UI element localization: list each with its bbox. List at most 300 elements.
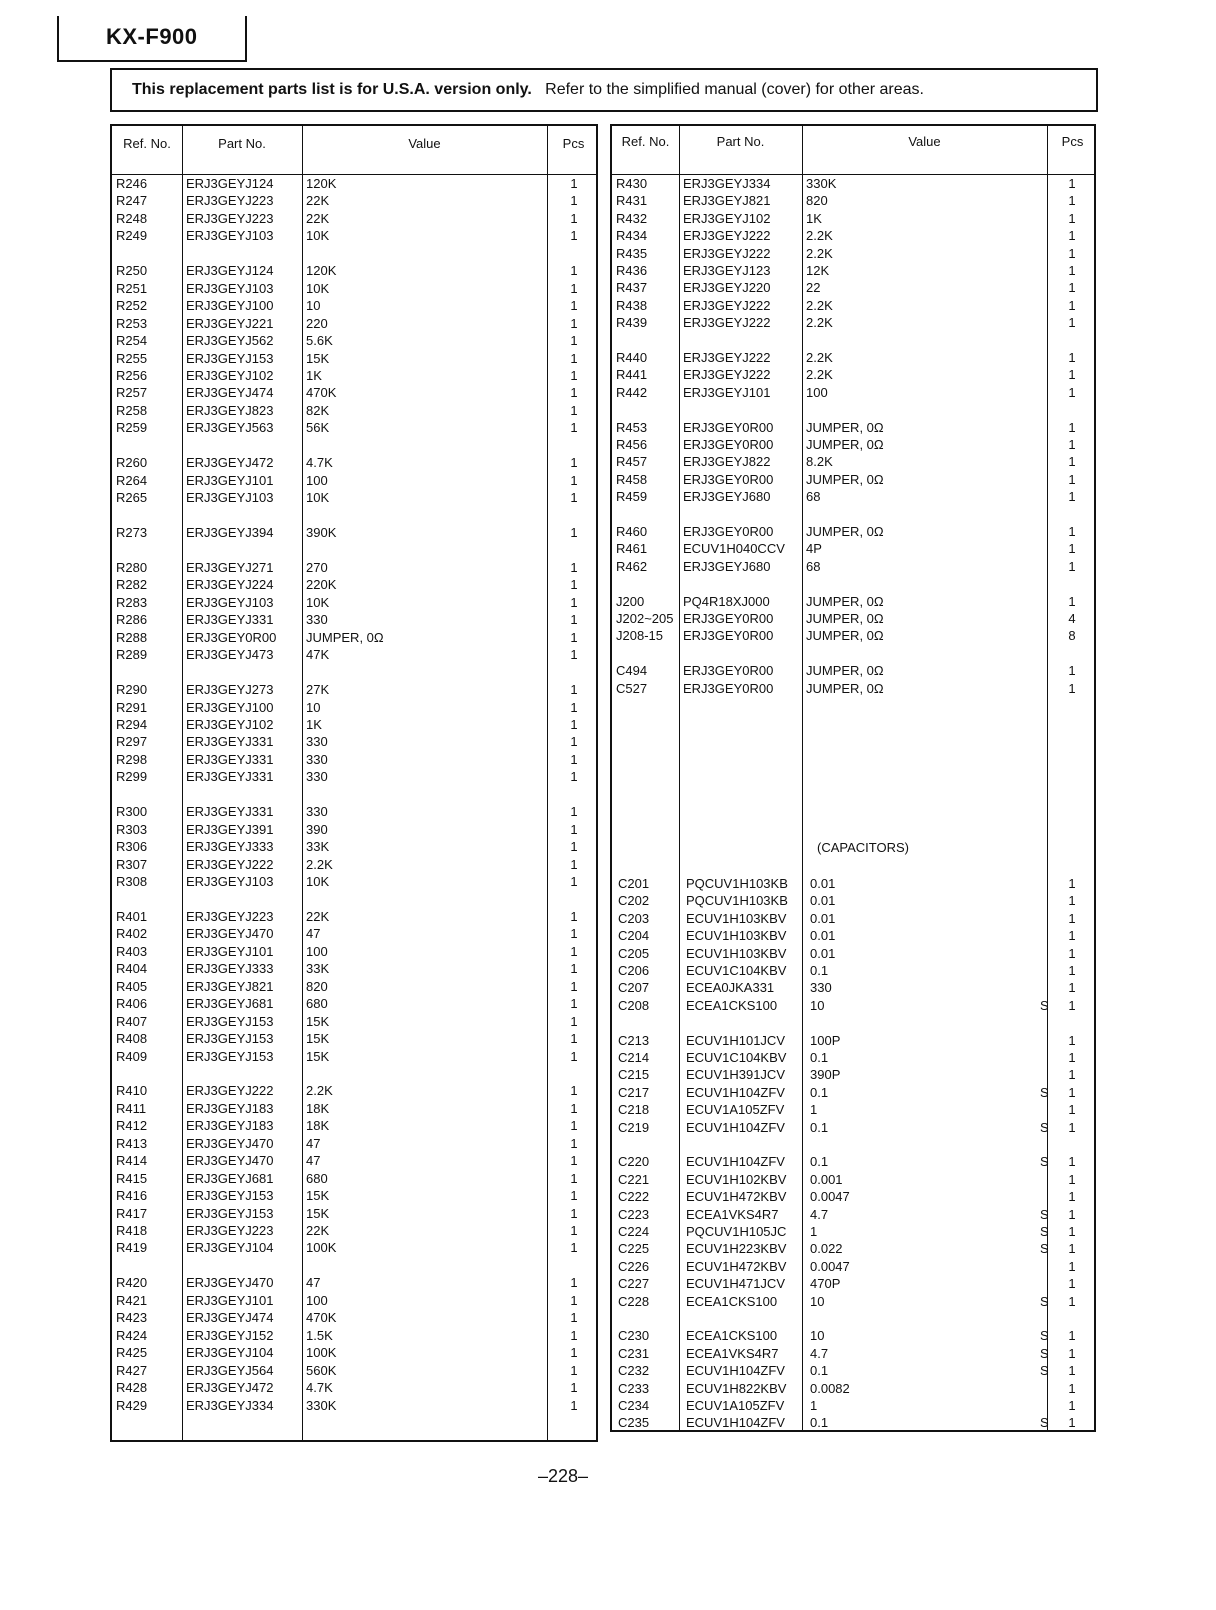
ref-no: J200: [616, 593, 645, 609]
part-no: ECUV1H103KBV: [686, 910, 787, 926]
ref-no: R425: [116, 1345, 148, 1361]
value: 10: [810, 997, 825, 1013]
ref-no: C228: [618, 1293, 650, 1309]
part-no: ERJ3GEY0R00: [683, 437, 774, 452]
pcs: 1: [570, 1188, 578, 1204]
value: 22: [806, 280, 821, 296]
value: 330K: [306, 1397, 337, 1413]
ref-no: C201: [618, 876, 650, 891]
ref-no: R430: [616, 176, 648, 191]
value: 47: [306, 926, 321, 942]
pcs: 1: [1068, 1119, 1076, 1135]
pcs: 1: [570, 1048, 578, 1064]
part-no: ECUV1H103KBV: [686, 928, 787, 944]
ref-no: R419: [116, 1240, 148, 1256]
part-no: ERJ3GEYJ331: [186, 612, 274, 628]
pcs: 1: [1068, 1050, 1076, 1065]
value: 0.1: [810, 1050, 829, 1065]
part-no: ERJ3GEY0R00: [683, 524, 774, 539]
value: 100: [306, 943, 328, 959]
value: 4P: [806, 541, 822, 557]
ref-no: C214: [618, 1050, 650, 1065]
ref-no: C208: [618, 997, 650, 1013]
ref-no: R428: [116, 1380, 148, 1396]
ref-no: R416: [116, 1188, 148, 1204]
ref-no: R249: [116, 228, 148, 244]
ref-no: R435: [616, 245, 648, 261]
pcs: 1: [570, 315, 578, 331]
part-no: ERJ3GEYJ822: [683, 454, 771, 470]
value: 0.1: [810, 1415, 829, 1431]
ref-no: R306: [116, 839, 148, 855]
ref-no: R246: [116, 176, 148, 191]
part-no: ERJ3GEYJ101: [683, 384, 771, 400]
value: 390: [306, 821, 328, 837]
pcs: 1: [570, 1013, 578, 1029]
value: 1.5K: [306, 1327, 333, 1343]
ref-no: R260: [116, 455, 148, 471]
ref-no: C205: [618, 945, 650, 961]
part-no: ERJ3GEYJ680: [683, 489, 771, 505]
value: 100: [306, 472, 328, 488]
value: 15K: [306, 1031, 330, 1047]
value: 0.01: [810, 945, 836, 961]
ref-no: J202~205: [616, 611, 674, 626]
ref-no: C213: [618, 1032, 650, 1048]
part-no: ERJ3GEYJ222: [186, 1083, 274, 1099]
part-no: ERJ3GEY0R00: [186, 629, 277, 645]
part-no: ERJ3GEYJ103: [186, 228, 274, 244]
part-no: ECEA1VKS4R7: [686, 1345, 779, 1361]
part-no: ERJ3GEYJ821: [186, 978, 274, 994]
header-rule: [112, 174, 596, 175]
pcs: 1: [570, 856, 578, 872]
value: 10K: [306, 874, 330, 889]
part-no: ERJ3GEYJ222: [683, 350, 771, 365]
part-no: ECUV1H822KBV: [686, 1380, 787, 1396]
part-no: PQCUV1H105JC: [686, 1224, 787, 1239]
ref-no: C225: [618, 1241, 650, 1257]
value: JUMPER, 0Ω: [806, 524, 884, 539]
ref-no: R424: [116, 1327, 148, 1343]
value: 220K: [306, 577, 337, 593]
part-no: ERJ3GEYJ221: [186, 315, 274, 331]
ref-no: R404: [116, 961, 148, 977]
value: JUMPER, 0Ω: [806, 680, 884, 696]
pcs: 1: [570, 298, 578, 314]
pcs: 1: [570, 420, 578, 436]
value: 1: [810, 1224, 818, 1239]
value: 390K: [306, 525, 337, 540]
part-no: ERJ3GEYJ223: [186, 193, 274, 209]
safety-mark: S: [1040, 1345, 1049, 1361]
pcs: 1: [570, 1240, 578, 1256]
value: 100K: [306, 1345, 337, 1361]
pcs: 1: [1068, 367, 1076, 383]
value: 2.2K: [806, 245, 833, 261]
ref-no: R417: [116, 1205, 148, 1221]
pcs: 1: [1068, 176, 1076, 191]
value: 2.2K: [806, 297, 833, 313]
part-no: ERJ3GEYJ222: [186, 856, 274, 872]
value: 22K: [306, 210, 330, 226]
value: 10K: [306, 594, 330, 610]
ref-no: C226: [618, 1258, 650, 1274]
pcs: 1: [570, 1223, 578, 1238]
value: 0.1: [810, 1084, 829, 1100]
header-ref: Ref. No.: [123, 136, 171, 151]
part-no: ERJ3GEYJ333: [186, 839, 274, 855]
ref-no: R432: [616, 210, 648, 226]
part-no: ECUV1H104ZFV: [686, 1415, 785, 1431]
ref-no: C232: [618, 1363, 650, 1379]
part-no: ERJ3GEYJ223: [186, 908, 274, 924]
ref-no: R418: [116, 1223, 148, 1238]
ref-no: R401: [116, 908, 148, 924]
ref-no: R413: [116, 1135, 148, 1151]
part-no: ERJ3GEYJ220: [683, 280, 771, 296]
pcs: 1: [570, 594, 578, 610]
ref-no: R434: [616, 228, 648, 244]
ref-no: R300: [116, 804, 148, 820]
ref-no: C234: [618, 1398, 650, 1413]
pcs: 1: [570, 210, 578, 226]
ref-no: R290: [116, 682, 148, 698]
part-no: ERJ3GEYJ100: [186, 298, 274, 314]
value: 82K: [306, 402, 330, 418]
ref-no: R408: [116, 1031, 148, 1047]
part-no: ERJ3GEYJ564: [186, 1362, 274, 1378]
ref-no: C206: [618, 963, 650, 978]
part-no: ERJ3GEYJ271: [186, 559, 274, 575]
value: 10K: [306, 280, 330, 296]
value: 0.1: [810, 1119, 829, 1135]
part-no: ERJ3GEYJ391: [186, 821, 274, 837]
ref-no: R457: [616, 454, 648, 470]
part-no: ERJ3GEYJ183: [186, 1118, 274, 1134]
value: 22K: [306, 1223, 330, 1238]
part-no: PQCUV1H103KB: [686, 876, 788, 891]
ref-no: R412: [116, 1118, 148, 1134]
ref-no: R257: [116, 385, 148, 401]
ref-no: R410: [116, 1083, 148, 1099]
part-no: ERJ3GEYJ103: [186, 594, 274, 610]
model-title: KX-F900: [106, 24, 198, 49]
part-no: ERJ3GEYJ222: [683, 228, 771, 244]
pcs: 1: [1068, 980, 1076, 996]
pcs: 1: [1068, 680, 1076, 696]
part-no: ERJ3GEYJ333: [186, 961, 274, 977]
pcs: 1: [570, 978, 578, 994]
ref-no: R406: [116, 996, 148, 1012]
ref-no: C221: [618, 1171, 650, 1187]
part-no: ERJ3GEYJ394: [186, 525, 274, 540]
ref-no: C235: [618, 1415, 650, 1431]
ref-no: R414: [116, 1153, 148, 1169]
part-no: ERJ3GEYJ103: [186, 874, 274, 889]
part-no: ECEA1CKS100: [686, 1328, 778, 1344]
pcs: 1: [570, 1310, 578, 1326]
part-no: ECUV1H472KBV: [686, 1258, 787, 1274]
ref-no: R439: [616, 315, 648, 331]
part-no: ECUV1H101JCV: [686, 1032, 785, 1048]
value: 330: [306, 804, 328, 820]
part-no: ECUV1H104ZFV: [686, 1154, 785, 1170]
value: 330K: [806, 176, 837, 191]
ref-no: R280: [116, 559, 148, 575]
notice-bold: This replacement parts list is for U.S.A. version only.: [132, 81, 532, 98]
ref-no: R461: [616, 541, 648, 557]
pcs: 1: [570, 612, 578, 628]
pcs: 1: [570, 1380, 578, 1396]
value: 330: [810, 980, 832, 996]
ref-no: R405: [116, 978, 148, 994]
value: 1K: [306, 716, 322, 732]
part-no: ECUV1H391JCV: [686, 1067, 785, 1083]
ref-no: R453: [616, 419, 648, 435]
part-no: ERJ3GEYJ563: [186, 420, 274, 436]
pcs: 1: [1068, 1328, 1076, 1344]
notice-normal: Refer to the simplified manual (cover) for other areas.: [545, 81, 924, 98]
part-no: ECUV1A105ZFV: [686, 1398, 785, 1413]
pcs: 1: [1068, 1189, 1076, 1205]
header-pcs: Pcs: [1061, 134, 1084, 149]
value: 100K: [306, 1240, 337, 1256]
pcs: 1: [570, 1083, 578, 1099]
pcs: 1: [570, 350, 578, 366]
pcs: 1: [1068, 1032, 1076, 1048]
ref-no: C207: [618, 980, 650, 996]
value: 1: [810, 1102, 818, 1118]
value: 2.2K: [806, 367, 833, 383]
pcs: 1: [570, 629, 578, 645]
pcs: 1: [570, 716, 578, 732]
part-no: ERJ3GEYJ680: [683, 558, 771, 574]
value: 270: [306, 559, 328, 575]
safety-mark: S: [1040, 1363, 1049, 1379]
pcs: 1: [1068, 1398, 1076, 1413]
pcs: 1: [570, 385, 578, 401]
pcs: 1: [570, 455, 578, 471]
ref-no: R282: [116, 577, 148, 593]
value: 1K: [806, 210, 822, 226]
part-no: ECUV1H472KBV: [686, 1189, 787, 1205]
value: 10: [306, 298, 321, 314]
value: 680: [306, 996, 328, 1012]
ref-no: C215: [618, 1067, 650, 1083]
pcs: 1: [1068, 1276, 1076, 1292]
part-no: ECUV1C104KBV: [686, 1050, 787, 1065]
pcs: 1: [570, 682, 578, 698]
ref-no: R256: [116, 367, 148, 383]
value: 2.2K: [806, 315, 833, 331]
value: 22K: [306, 908, 330, 924]
pcs: 1: [570, 559, 578, 575]
safety-mark: S: [1040, 1206, 1049, 1222]
value: 470K: [306, 385, 337, 401]
header-rule: [612, 174, 1094, 175]
ref-no: C202: [618, 893, 650, 909]
part-no: ERJ3GEYJ334: [683, 176, 771, 191]
ref-no: C233: [618, 1380, 650, 1396]
pcs: 1: [570, 1135, 578, 1151]
value: 0.1: [810, 963, 829, 978]
part-no: ERJ3GEYJ331: [186, 734, 274, 750]
ref-no: C222: [618, 1189, 650, 1205]
ref-no: R288: [116, 629, 148, 645]
ref-no: R283: [116, 594, 148, 610]
part-no: ERJ3GEYJ470: [186, 926, 274, 942]
pcs: 1: [570, 926, 578, 942]
ref-no: C494: [616, 663, 648, 679]
ref-no: R421: [116, 1292, 148, 1308]
value: JUMPER, 0Ω: [806, 663, 884, 679]
part-no: ERJ3GEYJ153: [186, 350, 274, 366]
ref-no: R438: [616, 297, 648, 313]
part-no: ERJ3GEYJ331: [186, 751, 274, 767]
ref-no: R255: [116, 350, 148, 366]
part-no: PQ4R18XJ000: [683, 593, 770, 609]
part-no: ERJ3GEYJ123: [683, 263, 771, 278]
ref-no: C204: [618, 928, 650, 944]
pcs: 1: [1068, 893, 1076, 909]
column-rule: [802, 126, 803, 1430]
value: 15K: [306, 1205, 330, 1221]
ref-no: R415: [116, 1170, 148, 1186]
pcs: 1: [570, 839, 578, 855]
pcs: 1: [1068, 280, 1076, 296]
value: 27K: [306, 682, 330, 698]
pcs: 1: [1068, 1171, 1076, 1187]
part-no: ERJ3GEYJ102: [683, 210, 771, 226]
part-no: ECUV1A105ZFV: [686, 1102, 785, 1118]
part-no: ECUV1H223KBV: [686, 1241, 787, 1257]
ref-no: R251: [116, 280, 148, 296]
part-no: ERJ3GEYJ222: [683, 297, 771, 313]
ref-no: J208-15: [616, 628, 663, 644]
part-no: ERJ3GEYJ823: [186, 402, 274, 418]
ref-no: R423: [116, 1310, 148, 1326]
pcs: 1: [1068, 910, 1076, 926]
value: 12K: [806, 263, 830, 278]
pcs: 1: [1068, 419, 1076, 435]
pcs: 1: [1068, 489, 1076, 505]
part-no: ECUV1H102KBV: [686, 1171, 787, 1187]
ref-no: C218: [618, 1102, 650, 1118]
value: 47: [306, 1153, 321, 1169]
ref-no: R264: [116, 472, 148, 488]
part-no: ERJ3GEYJ104: [186, 1345, 274, 1361]
part-no: ERJ3GEYJ273: [186, 682, 274, 698]
part-no: PQCUV1H103KB: [686, 893, 788, 909]
pcs: 1: [1068, 1415, 1076, 1431]
pcs: 1: [570, 996, 578, 1012]
ref-no: R298: [116, 751, 148, 767]
value: 4.7K: [306, 455, 333, 471]
value: 18K: [306, 1118, 330, 1134]
ref-no: R429: [116, 1397, 148, 1413]
value: 4.7K: [306, 1380, 333, 1396]
part-no: ERJ3GEYJ562: [186, 333, 274, 349]
part-no: ERJ3GEYJ222: [683, 315, 771, 331]
ref-no: C231: [618, 1345, 650, 1361]
value: JUMPER, 0Ω: [806, 419, 884, 435]
pcs: 1: [1068, 1224, 1076, 1239]
part-no: ERJ3GEYJ470: [186, 1135, 274, 1151]
pcs: 4: [1068, 611, 1076, 626]
pcs: 8: [1068, 628, 1076, 644]
part-no: ERJ3GEYJ153: [186, 1205, 274, 1221]
value: 220: [306, 315, 328, 331]
pcs: 1: [570, 1345, 578, 1361]
ref-no: R273: [116, 525, 148, 540]
part-no: ERJ3GEYJ222: [683, 245, 771, 261]
part-no: ECUV1H471JCV: [686, 1276, 785, 1292]
ref-no: R247: [116, 193, 148, 209]
pcs: 1: [570, 176, 578, 191]
part-no: ERJ3GEYJ102: [186, 367, 274, 383]
pcs: 1: [570, 961, 578, 977]
pcs: 1: [1068, 1293, 1076, 1309]
value: 100: [306, 1292, 328, 1308]
pcs: 1: [570, 769, 578, 785]
part-no: ERJ3GEYJ153: [186, 1048, 274, 1064]
part-no: ERJ3GEYJ124: [186, 263, 274, 279]
part-no: ERJ3GEYJ153: [186, 1188, 274, 1204]
part-no: ERJ3GEYJ124: [186, 176, 274, 191]
part-no: ERJ3GEYJ101: [186, 1292, 274, 1308]
value: 10: [810, 1293, 825, 1309]
pcs: 1: [1068, 541, 1076, 557]
pcs: 1: [1068, 384, 1076, 400]
pcs: 1: [1068, 1345, 1076, 1361]
ref-no: R253: [116, 315, 148, 331]
pcs: 1: [1068, 454, 1076, 470]
value: 47K: [306, 647, 330, 663]
ref-no: C223: [618, 1206, 650, 1222]
ref-no: R299: [116, 769, 148, 785]
value: JUMPER, 0Ω: [806, 437, 884, 452]
value: 0.0082: [810, 1380, 850, 1396]
value: JUMPER, 0Ω: [806, 611, 884, 626]
safety-mark: S: [1040, 1415, 1049, 1431]
value: 0.0047: [810, 1189, 850, 1205]
part-no: ECUV1H104ZFV: [686, 1084, 785, 1100]
pcs: 1: [570, 751, 578, 767]
pcs: 1: [570, 402, 578, 418]
pcs: 1: [1068, 928, 1076, 944]
pcs: 1: [570, 525, 578, 540]
value: 8.2K: [806, 454, 833, 470]
part-no: ERJ3GEYJ474: [186, 1310, 274, 1326]
pcs: 1: [570, 193, 578, 209]
ref-no: R297: [116, 734, 148, 750]
safety-mark: S: [1040, 1224, 1049, 1239]
ref-no: R420: [116, 1275, 148, 1291]
value: 15K: [306, 1048, 330, 1064]
value: 68: [806, 558, 821, 574]
part-no: ERJ3GEYJ470: [186, 1153, 274, 1169]
pcs: 1: [1068, 945, 1076, 961]
header-value: Value: [408, 136, 441, 151]
value: 2.2K: [806, 350, 833, 365]
part-no: ERJ3GEYJ101: [186, 943, 274, 959]
ref-no: C220: [618, 1154, 650, 1170]
pcs: 1: [1068, 297, 1076, 313]
part-no: ECEA1VKS4R7: [686, 1206, 779, 1222]
header-pcs: Pcs: [562, 136, 585, 151]
ref-no: C227: [618, 1276, 650, 1292]
